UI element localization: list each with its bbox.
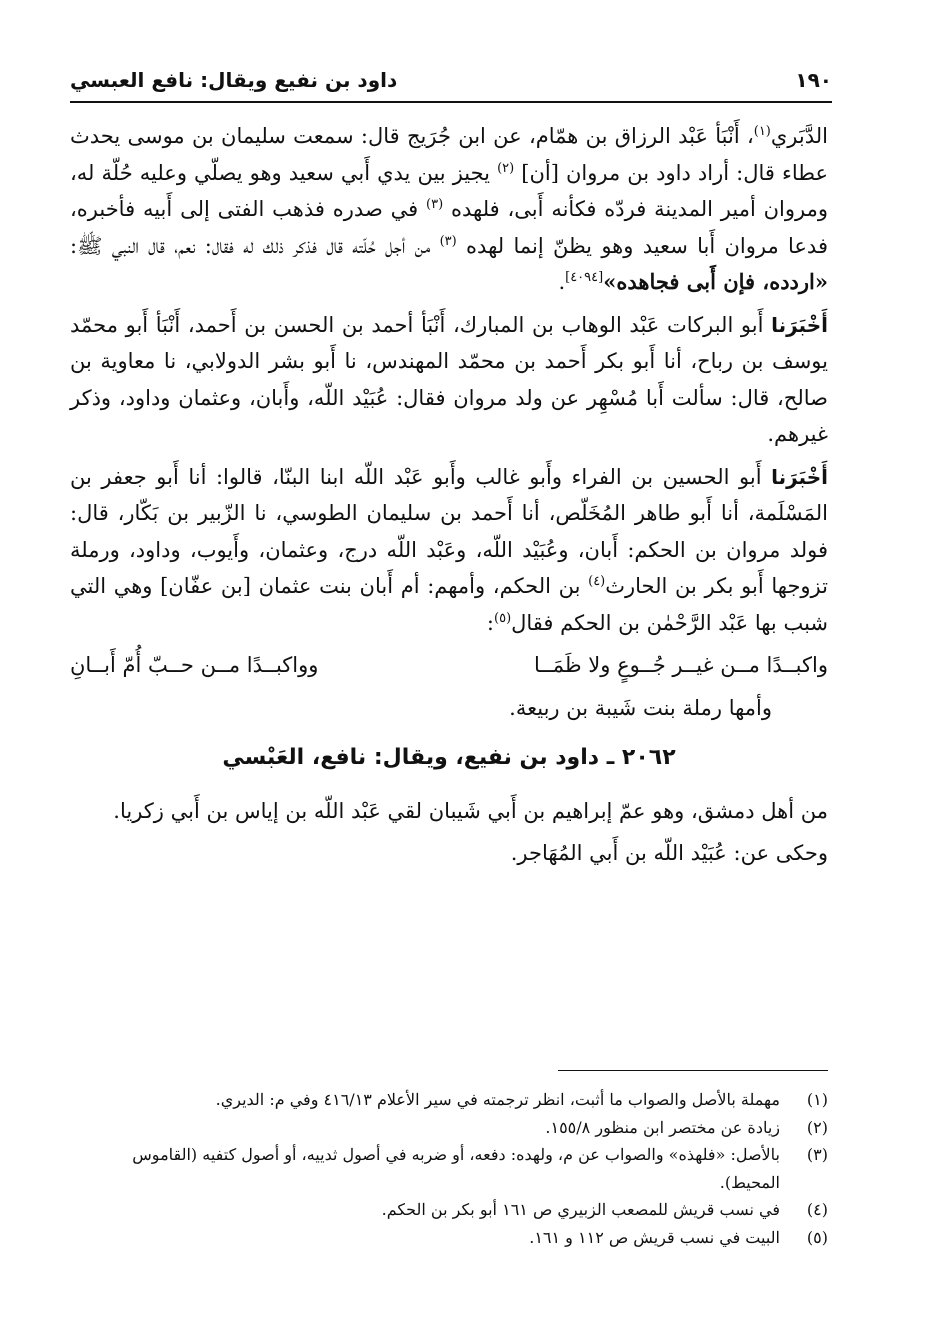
paragraph-text: الدَّبَري — [770, 124, 828, 148]
footnote — [70, 1196, 828, 1224]
paragraph-text: ، أَنْبَأ عَبْد الرزاق بن همّام، عن ابن جُرَيج قال: سمعت سليمان بن موسى يحدث عطاء قال: أراد داود بن مروان [أن] — [70, 124, 828, 185]
paragraph-lead: أَخْبَرَنا — [771, 464, 828, 489]
footnote — [70, 1141, 828, 1196]
hadith-quote: «اردده، فإن أَبى فجاهده» — [603, 269, 828, 294]
footnote-ref: (٣) — [426, 197, 444, 212]
entry-paragraph-1: من أهل دمشق، وهو عمّ إبراهيم بن أَبي شَيبان لقي عَبْد اللّه بن إياس بن أَبي زكريا. — [113, 798, 828, 823]
footnote-text: زيادة عن مختصر ابن منظور ١٥٥/٨. — [545, 1117, 780, 1137]
paragraph-text: بن الحكم، وأمهم: أم أَبان بنت عثمان [بن عفّان] وهي التي شبب بها عَبْد الرَّحْمٰن بن الحكم فقال — [70, 574, 828, 635]
footnote — [70, 1086, 828, 1114]
paragraph-text: أَبو الحسين بن الفراء وأَبو غالب وأَبو عَبْد اللّه ابنا البنّا، قالوا: أنا أَبو جعفر بن المَسْلَمة، أنا أَبو طاهر المُخَلّص، أنا أَحمد بن سليمان الطوسي، نا الزّبير بن بَكّار، قال: فولد مروان بن الحكم: أَبان، وعُبَيْد اللّه، وعَبْد اللّه درج، وعثمان، وأَيوب، وداود، ورملة تزوجها أَبو بكر بن الحارث — [70, 464, 828, 598]
footnote-ref: (٢) — [497, 160, 515, 176]
paragraph-text: يجيز بين يدي أَبي سعيد وهو يصلّي وعليه حُلّة له، ومروان أمير المدينة فردّه فكأنه أَبى، فلهده — [70, 160, 828, 221]
footnote-ref: (١) — [753, 124, 771, 139]
paragraph-2 — [70, 307, 828, 453]
footnote-text: مهملة بالأصل والصواب ما أثبت، انظر ترجمته في سير الأعلام ٤١٦/١٣ وفي م: الديري. — [215, 1090, 780, 1109]
footnote-text: في نسب قريش للمصعب الزبيري ص ١٦١ أبو بكر بن الحكم. — [381, 1200, 780, 1219]
entry-title: ٢٠٦٢ ـ داود بن نفيع، ويقال: نافع، العَبْسي — [222, 745, 676, 770]
footnote-number: (٤) — [806, 1200, 828, 1219]
header-rule — [70, 101, 832, 103]
paragraph-text: في صدره فذهب الفتى إلى أَبيه فأخبره، فدعا مروان أَبا سعيد وهو يظنّ إنما لهده — [70, 197, 828, 258]
footnotes — [70, 1086, 828, 1251]
poetry-verse — [70, 647, 828, 684]
paragraph-end: . — [558, 270, 566, 294]
paragraph-lead: أَخْبَرَنا — [771, 312, 828, 337]
footnote-ref: (٣) — [439, 233, 457, 249]
verse-note: وأمها رملة بنت شَيبة بن ربيعة. — [509, 695, 772, 720]
hadith-number: [٤٠٩٤] — [565, 270, 604, 285]
footnote-ref: (٤) — [588, 574, 606, 589]
page-header — [70, 62, 832, 98]
verse-first-hemistich: واكبــدًا مــن غيــر جُــوعٍ ولا ظَمَــا — [534, 653, 828, 677]
footnote-number: (٣) — [806, 1145, 828, 1164]
paragraph-end: : — [486, 610, 494, 635]
verse-second-hemistich: وواكبــدًا مــن حــبّ أُمّ أَبــانِ — [70, 653, 319, 677]
footnote-rule — [558, 1070, 828, 1071]
footnote-text: بالأصل: «فلهذه» والصواب عن م، ولهده: دفعه، أو ضربه في أصول ثدييه، أو أصول كتفيه (القاموس المحيط). — [132, 1145, 780, 1192]
paragraph-1 — [70, 118, 828, 301]
paragraph-text: من أجل حُلّته قال فذكر ذلك له فقال: نعم، قال النبي ﷺ: — [70, 233, 440, 258]
page-number: ١٩٠ — [795, 68, 832, 92]
footnote-ref: (٥) — [494, 610, 512, 626]
footnote — [70, 1224, 828, 1252]
paragraph-3 — [70, 459, 828, 642]
running-title: داود بن نفيع ويقال: نافع العبسي — [70, 68, 398, 92]
entry-paragraph-2: وحكى عن: عُبَيْد اللّه بن أَبي المُهَاجر. — [510, 841, 828, 865]
footnote-text: البيت في نسب قريش ص ١١٢ و ١٦١. — [529, 1227, 780, 1247]
footnote-number: (٢) — [806, 1117, 828, 1137]
footnote-number: (١) — [806, 1090, 828, 1109]
paragraph-text: أَبو البركات عَبْد الوهاب بن المبارك، أَنْبَأ أحمد بن الحسن بن أَحمد، أَنْبَأ أَبو محمّد يوسف بن رباح، أنا أَبو بكر أَحمد بن محمّد المهندس، نا أَبو بشر الدولابي، نا معاوية بن صالح، قال: سألت أَبا مُسْهِر عن ولد مروان فقال: عُبَيْد اللّه، وأَبان، وعثمان وداود، وذكر غيرهم. — [70, 312, 828, 446]
footnote-number: (٥) — [806, 1227, 828, 1247]
main-text — [70, 118, 828, 878]
footnote — [70, 1114, 828, 1142]
